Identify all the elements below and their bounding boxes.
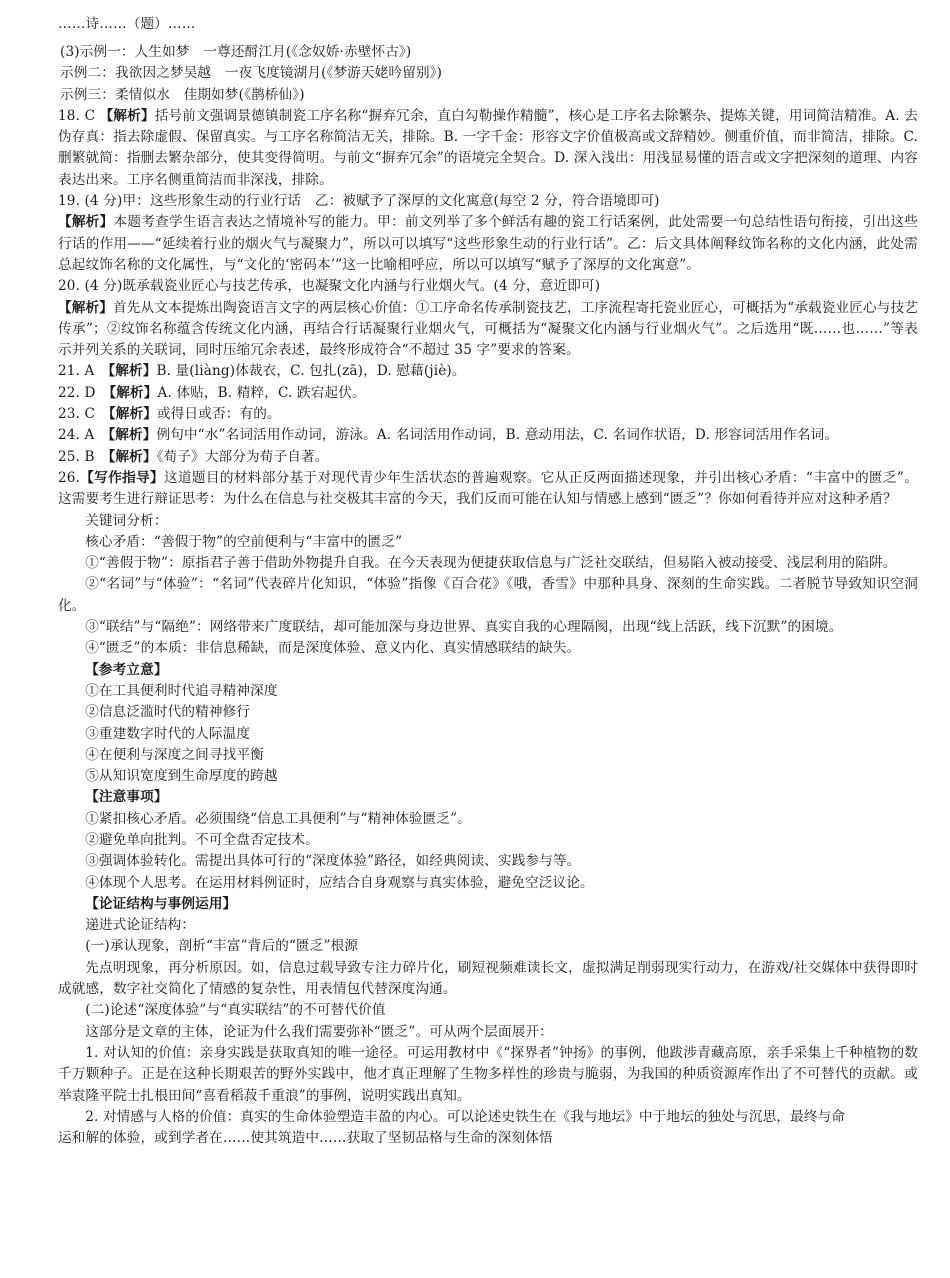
analysis-text: 例句中“水”名词活用作动词，游泳。A. 名词活用作动词，B. 意动用法，C. 名词作状语，D. 形容词活用作名词。: [156, 427, 839, 444]
notes-title: 【注意事项】: [85, 789, 168, 806]
analysis-tag: 【解析】: [108, 363, 157, 380]
poem-examples: [58, 42, 918, 106]
analysis-tag: 【解析】: [108, 406, 158, 423]
answer-19-analysis: [58, 212, 918, 276]
part-2-point-2: 2. 对情感与人格的价值：真实的生命体验塑造丰盈的内心。可以论述史铁生在《我与地坛》中于地坛的独处与沉思，最终与命: [85, 1108, 846, 1125]
idea-item: ①在工具便利时代追寻精神深度: [85, 682, 278, 699]
writing-guide-text: 这道题目的材料部分基于对现代青少年生活状态的普遍观察。它从正反两面描述现象，并引出核心矛盾：“丰富中的匮乏”。这需要考生进行辩证思考：为什么在信息与社交极其丰富的今天，我们反而可能在认知与情感上感到“匮乏”？你如何看待并应对这种矛盾？: [58, 469, 918, 508]
structure-subtitle: 递进式论证结构：: [85, 917, 196, 934]
analysis-text: 首先从文本提炼出陶瓷语言文字的两层核心价值：①工序命名传承制瓷技艺，工序流程寄托瓷业匠心，可概括为“承载瓷业匠心与技艺传承”；②纹饰名称蕴含传统文化内涵，再结合行话凝聚行业烟火气，可概括为“凝聚文化内涵与行业烟火气”。之后选用“既……也……”等表示并列关系的关联词，同时压缩冗余表述，最终形成符合“不超过 35 字”要求的答案。: [58, 299, 918, 359]
note-item: ③强调体验转化。需提出具体可行的“深度体验”路径，如经典阅读、实践参与等。: [85, 853, 581, 870]
cut-off-bottom-line: 运和解的体验，或到学者在……使其筑造中……获取了坚韧品格与生命的深刻体悟: [58, 1130, 553, 1147]
analysis-tag: 【解析】: [99, 107, 155, 124]
note-item: ④体现个人思考。在运用材料例证时，应结合自身观察与真实体验，避免空泛议论。: [85, 874, 594, 891]
answer-number: 21. A: [58, 363, 95, 380]
answer-23: [58, 404, 918, 425]
structure-title: 【论证结构与事例运用】: [85, 895, 237, 912]
answer-20-head: 20. (4 分)既承载瓷业匠心与技艺传承，也凝聚文化内涵与行业烟火气。(4 分，意近即可): [58, 278, 601, 295]
analysis-tag: 【解析】: [109, 384, 158, 401]
analysis-tag: 【解析】: [108, 448, 157, 465]
analysis-text: 括号前文强调景德镇制瓷工序名称“摒弃冗余，直白勾勒操作精髓”，核心是工序名去除繁杂、提炼关键，用词简洁精准。A. 去伪存真：指去除虚假、保留真实。与工序名称简洁无关，排除。B. 一字千金：形容文字价值极高或文辞精妙。侧重价值，而非简洁，排除。C. 删繁就简：指删去繁杂部分，使其变得简明。与前文“摒弃冗余”的语境完全契合。D. 深入浅出：用浅显易懂的语言或文字把深刻的道理、内容表达出来。工序名侧重简洁而非深浅，排除。: [58, 107, 918, 188]
part-2-point-1: 1. 对认知的价值：亲身实践是获取真知的唯一途径。可运用教材中《“探界者”钟扬》的事例，他跋涉青藏高原，亲手采集上千种植物的数千万颗种子。正是在这种长期艰苦的野外实践中，他才真正理解了生物多样性的珍贵与脆弱，为我国的种质资源库作出了不可替代的贡献。或举袁隆平院士扎根田间“喜看稻菽千重浪”的事例，说明实践出真知。: [58, 1044, 918, 1104]
example-line: 示例三：柔情似水 佳期如梦(《鹊桥仙》): [60, 86, 305, 103]
cut-off-top-line: ……诗……（题）……: [58, 16, 196, 32]
answer-19-head: 19. (4 分)甲：这些形象生动的行业行话 乙：被赋予了深厚的文化寓意(每空 2 分，符合语境即可): [58, 193, 660, 210]
analysis-tag: 【解析】: [108, 427, 157, 444]
answer-26-intro: [58, 468, 918, 511]
keyword-item: ②“名词”与“体验”：“名词”代表碎片化知识，“体验”指像《百合花》《哦，香雪》中那种具身、深刻的生命实践。二者脱节导致知识空洞化。: [58, 576, 918, 614]
ideas-title: 【参考立意】: [85, 661, 168, 678]
part-2-text: 这部分是文章的主体，论证为什么我们需要弥补“匮乏”。可从两个层面展开：: [85, 1023, 553, 1040]
analysis-tag: 【解析】: [58, 214, 114, 231]
core-contradiction: 核心矛盾：“善假于物”的空前便利与“丰富中的匮乏”: [85, 533, 403, 550]
keyword-item: ①“善假于物”：原指君子善于借助外物提升自我。在今天表现为便捷获取信息与广泛社交联结，但易陷入被动接受、浅层利用的陷阱。: [85, 555, 897, 572]
answer-number: 24. A: [58, 427, 95, 444]
idea-item: ⑤从知识宽度到生命厚度的跨越: [85, 768, 278, 785]
answer-number: 25. B: [58, 448, 95, 465]
example-line: (3)示例一：人生如梦 一尊还酹江月(《念奴娇·赤壁怀古》): [60, 44, 412, 60]
answer-18: [58, 106, 918, 191]
note-item: ①紧扣核心矛盾。必须围绕“信息工具便利”与“精神体验匮乏”。: [85, 810, 471, 827]
answer-number: 22. D: [58, 384, 96, 401]
answer-22: [58, 383, 918, 404]
idea-item: ③重建数字时代的人际温度: [85, 725, 251, 742]
writing-guide-tag: 【写作指导】: [80, 469, 165, 486]
answer-20-analysis: [58, 298, 918, 362]
keyword-title: 关键词分析：: [85, 512, 168, 529]
answer-number: 18. C: [58, 107, 96, 124]
analysis-text: 或得日或否：有的。: [157, 406, 281, 423]
answer-25: [58, 447, 918, 468]
part-2-title: (二)论述“深度体验”与“真实联结”的不可替代价值: [85, 1002, 386, 1019]
keyword-item: ④“匮乏”的本质：非信息稀缺，而是深度体验、意义内化、真实情感联结的缺失。: [85, 640, 581, 657]
note-item: ②避免单向批判。不可全盘否定技术。: [85, 831, 319, 848]
part-1-text: 先点明现象，再分析原因。如，信息过载导致专注力碎片化，刷短视频难读长文，虚拟满足削弱现实行动力，在游戏/社交媒体中获得即时成就感，数字社交简化了情感的复杂性，用表情包代替深度沟通。: [58, 959, 918, 998]
answer-number: 23. C: [58, 406, 96, 423]
answer-24: [58, 425, 918, 446]
example-line: 示例二：我欲因之梦吴越 一夜飞度镜湖月(《梦游天姥吟留别》): [60, 65, 443, 82]
part-1-title: (一)承认现象，剖析“丰富”背后的“匮乏”根源: [85, 938, 359, 955]
analysis-text: 本题考查学生语言表达之情境补写的能力。甲：前文列举了多个鲜活有趣的瓷工行话案例，此处需要一句总结性语句衔接，引出这些行话的作用——“延续着行业的烟火气与凝聚力”，所以可以填写“这些形象生动的行业行话”。乙：后文具体阐释纹饰名称的文化内涵，此处需总起纹饰名称的文化属性，与“文化的‘密码本’”这一比喻相呼应，所以可以填写“赋予了深厚的文化寓意”。: [58, 214, 918, 273]
answer-21: [58, 361, 918, 382]
keyword-item: ③“联结”与“隔绝”：网络带来广度联结，却可能加深与身边世界、真实自我的心理隔阂，出现“线上活跃，线下沉默”的困境。: [85, 619, 843, 636]
answer-page: [58, 16, 918, 1147]
analysis-text: 《荀子》大部分为荀子自著。: [156, 448, 329, 465]
idea-item: ④在便利与深度之间寻找平衡: [85, 746, 264, 763]
idea-item: ②信息泛滥时代的精神修行: [85, 704, 251, 721]
answer-number: 26.: [58, 469, 81, 486]
analysis-text: B. 量(liàng)体裁衣，C. 包扎(zā)，D. 慰藉(jiè)。: [156, 363, 466, 380]
analysis-text: A. 体贴，B. 精粹，C. 跌宕起伏。: [157, 384, 366, 401]
analysis-tag: 【解析】: [58, 299, 114, 316]
